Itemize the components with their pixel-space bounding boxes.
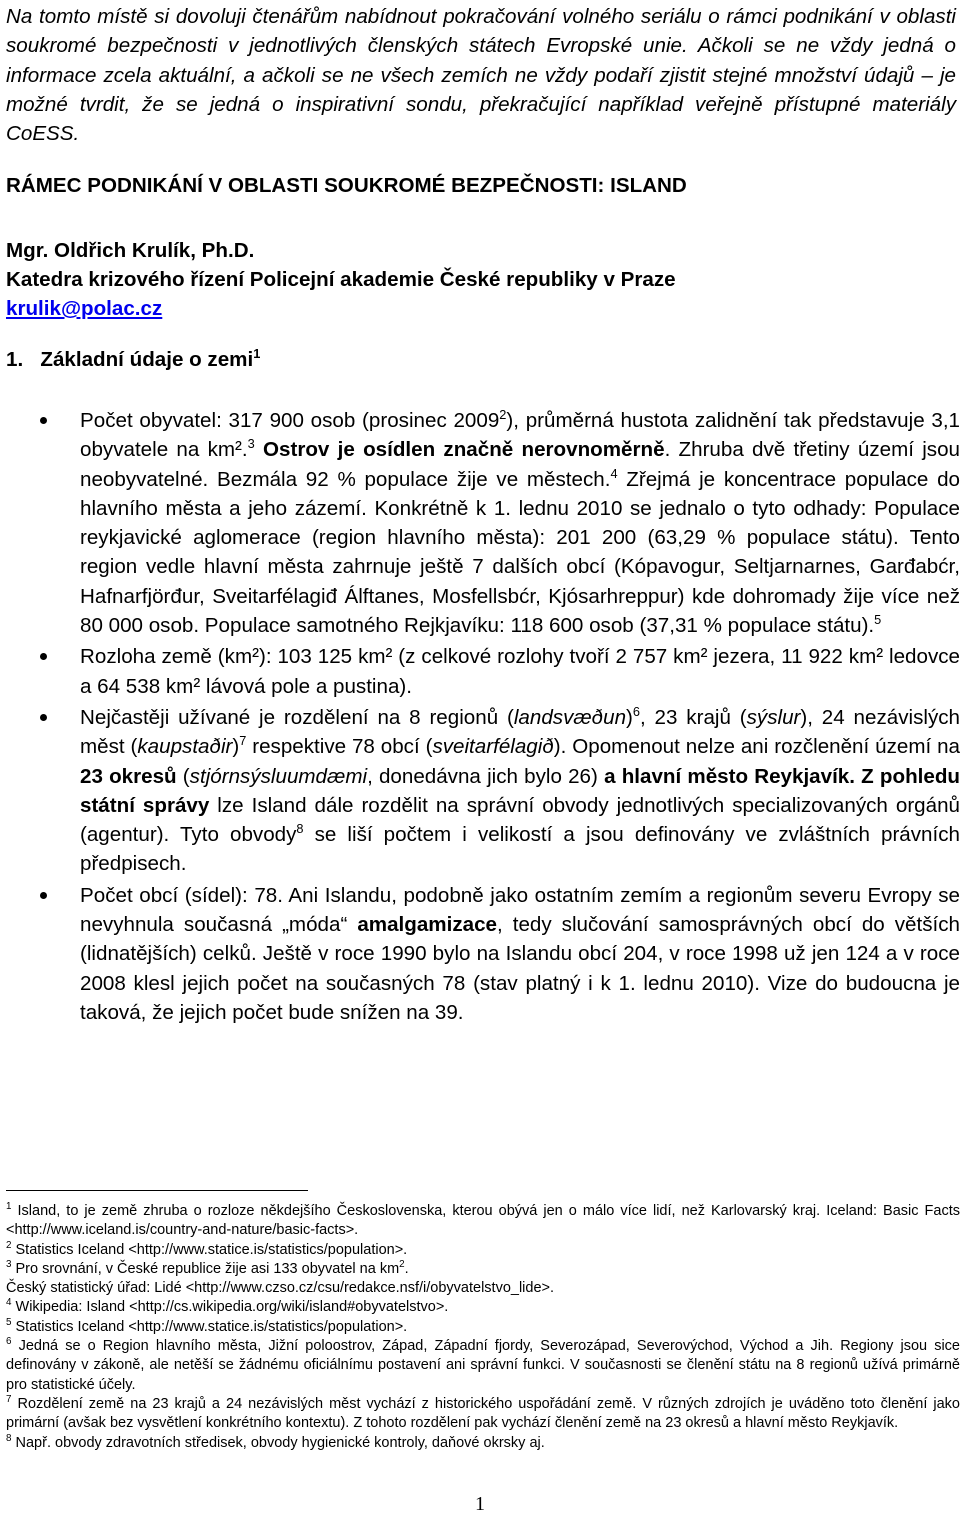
text-run: ), průměrná hustota zalidnění tak představuje 3,1 obyvatele na km². — [80, 409, 960, 462]
text-run: , 23 krajů ( — [640, 705, 747, 729]
text-run: Nejčastěji užívané je rozdělení na 8 regionů ( — [80, 705, 514, 729]
text-run: Počet obcí (sídel): 78. Ani Islandu, podobně jako ostatním zemím a regionům severu Evropy se nevyhnula současná „móda“ — [80, 883, 960, 937]
footnote-number: 3 — [6, 1259, 12, 1271]
page-number: 1 — [475, 1493, 485, 1515]
bullet-icon — [40, 714, 47, 721]
list-item-area — [80, 642, 960, 701]
footnote-4 — [6, 1298, 960, 1317]
list-item-municipalities — [80, 881, 960, 1027]
footnote-ref[interactable]: 4 — [610, 465, 618, 481]
footnote-text: Island, to je země zhruba o rozloze někdejšího Československa, kterou obývá jen o málo více lidí, než Karlovarský kraj. Iceland: Basic Facts <http://www.iceland.is/country-and-nature/basic-facts>. — [6, 1203, 960, 1239]
footnote-ref[interactable]: 6 — [632, 704, 641, 720]
bold-run: 23 okresů — [80, 764, 177, 788]
italic-run: kaupstaðir — [137, 735, 233, 759]
intro-paragraph: Na tomto místě si dovoluji čtenářům nabídnout pokračování volného seriálu o rámci podnikání v oblasti soukromé bezpečnosti v jednotlivých členských státech Evropské unie. Ačkoli se ne vždy jedná o informace zcela aktuální, a ačkoli se ne všech zemích ne vždy podaří zjistit stejné množství údajů – je možné tvrdit, že se jedná o inspirativní sondu, překračující například veřejně přístupné materiály CoESS. — [6, 5, 956, 146]
text-run: ( — [176, 764, 190, 788]
bullet-icon — [40, 892, 47, 899]
footnote-number: 6 — [6, 1336, 12, 1348]
footnote-2 — [6, 1241, 960, 1260]
text-run: lze Island dále rozdělit na správní obvody jednotlivých specializovaných orgánů (agentur). Tyto obvody — [80, 793, 960, 847]
footnote-text: Wikipedia: Island <http://cs.wikipedia.org/wiki/island#obyvatelstvo>. — [15, 1299, 449, 1316]
list-item-population — [80, 406, 960, 640]
bullet-icon — [40, 653, 47, 660]
text-run: ) — [626, 705, 633, 729]
footnote-text: Statistics Iceland <http://www.statice.is/statistics/population>. — [15, 1241, 408, 1258]
footnote-number: 4 — [6, 1297, 12, 1309]
footnote-text: Jedná se o Region hlavního města, Jižní poloostrov, Západ, Západní fjordy, Severozápad, Severovýchod, Východ a Jih. Regiony jsou sice definovány v zákoně, ale netěší se žádnému oficiálnímu postavení ani správní funkci. V současnosti se členění státu na 8 regionů užívá primárně pro statistické účely. — [6, 1338, 960, 1393]
footnote-separator — [6, 1190, 308, 1191]
footnote-number: 7 — [6, 1394, 12, 1406]
text-run: ), 24 nezávislých měst ( — [80, 705, 960, 759]
footnote-3 — [6, 1260, 960, 1279]
footnote-8 — [6, 1434, 960, 1453]
footnotes — [6, 1202, 960, 1453]
section-number: 1. — [6, 348, 24, 371]
footnote-ref[interactable]: 1 — [253, 346, 261, 362]
section-title: Základní údaje o zemi — [40, 348, 254, 371]
author-name: Mgr. Oldřich Krulík, Ph.D. — [6, 239, 255, 262]
italic-run: landsvæðun — [513, 705, 627, 729]
footnote-3-line2: Český statistický úřad: Lidé <http://www.czso.cz/csu/redakce.nsf/i/obyvatelstvo_lide>. — [6, 1280, 555, 1297]
text-run: Rozloha země (km²): 103 125 km² (z celkové rozlohy tvoří 2 757 km² jezera, 11 922 km² ledovce a 64 538 km² lávová pole a pustina). — [80, 645, 960, 698]
author-email-link[interactable]: krulik@polac.cz — [6, 297, 163, 320]
footnote-text: Pro srovnání, v České republice žije asi 133 obyvatel na km — [15, 1260, 400, 1277]
footnote-number: 5 — [6, 1316, 12, 1328]
footnote-7 — [6, 1395, 960, 1434]
italic-run: sveitarfélagið — [432, 735, 554, 759]
footnote-ref[interactable]: 8 — [296, 821, 304, 837]
text-run: ). Opomenout nelze ani rozčlenění území na — [553, 735, 960, 759]
footnote-text: Např. obvody zdravotních středisek, obvody hygienické kontroly, daňové okrsky aj. — [15, 1434, 545, 1451]
footnote-number: 8 — [6, 1432, 12, 1444]
author-affiliation: Katedra krizového řízení Policejní akademie České republiky v Praze — [6, 268, 676, 291]
bold-run: Ostrov je osídlen značně nerovnoměrně — [254, 438, 665, 462]
facts-list — [80, 406, 960, 1029]
footnote-text: Rozdělení země na 23 krajů a 24 nezávislých měst vychází z historického uspořádání země. V různých zdrojích je uváděno toto členění jako primární (avšak bez vysvětlení konkrétního kontextu). Z tohoto rozdělení pak vychází členění země na 23 okresů a hlavní město Reykjavík. — [6, 1395, 960, 1432]
footnote-number: 2 — [6, 1239, 12, 1251]
bullet-icon — [40, 417, 47, 424]
footnote-ref[interactable]: 3 — [247, 436, 255, 452]
italic-run: sýslur — [746, 705, 801, 729]
footnote-ref[interactable]: 2 — [499, 407, 507, 423]
text-run: . Zhruba dvě třetiny území jsou neobyvatelné. Bezmála 92 % populace žije ve městech. — [80, 438, 960, 491]
bold-run: amalgamizace — [357, 913, 497, 937]
text-run: , tedy slučování samosprávných obcí do větších (lidnatějších) celků. Ještě v roce 1990 bylo na Islandu obcí 204, v roce 1998 už jen 124 a v roce 2008 klesl jejich počet na současných 78 (stav platný i k 1. lednu 2010). Vize do budoucna je taková, že jejich počet bude snížen na 39. — [80, 913, 960, 1024]
footnote-number: 1 — [6, 1201, 12, 1213]
footnote-6 — [6, 1337, 960, 1395]
text-run: Zřejmá je koncentrace populace do hlavního města a jeho zázemí. Konkrétně k 1. lednu 2010 se jednalo o tyto odhady: Populace reykjavické aglomerace (region hlavního města): 201 200 (63,29 % populace státu). Tento region vedle hlavní města zahrnuje ještě 7 dalších obcí (Kópavogur, Seltjarnarnes, Garđabćr, Hafnarfjörđur, Sveitarfélagiđ Álftanes, Mosfellsbćr, Kjósarhreppur) kde dohromady žije více než 80 000 osob. Populace samotného Rejkjavíku: 118 600 osob (37,31 % populace státu). — [80, 467, 960, 638]
footnote-ref[interactable]: 5 — [874, 612, 882, 628]
superscript: 2 — [399, 1259, 405, 1271]
italic-run: stjórnsýsluumdæmi — [189, 764, 368, 788]
list-item-regions — [80, 703, 960, 879]
article-title: RÁMEC PODNIKÁNÍ V OBLASTI SOUKROMÉ BEZPEČNOSTI: ISLAND — [6, 174, 687, 197]
text-run: Počet obyvatel: 317 900 osob (prosinec 2009 — [80, 409, 500, 432]
author-block — [6, 236, 676, 323]
section-heading — [6, 348, 260, 372]
footnote-ref[interactable]: 7 — [239, 733, 247, 749]
text-run: ) — [232, 735, 240, 759]
text-run: se liší počtem i velikostí a jsou definovány ve zvláštních právních předpisech. — [80, 823, 960, 876]
footnote-text: . — [404, 1260, 409, 1277]
text-run: respektive 78 obcí ( — [246, 735, 433, 759]
footnote-text: Statistics Iceland <http://www.statice.is/statistics/population>. — [15, 1318, 408, 1335]
bold-run: a hlavní město Reykjavík. Z pohledu státní správy — [80, 764, 960, 817]
text-run: , donedávna jich bylo 26) — [367, 764, 605, 788]
footnote-1 — [6, 1202, 960, 1241]
footnote-5 — [6, 1318, 960, 1337]
